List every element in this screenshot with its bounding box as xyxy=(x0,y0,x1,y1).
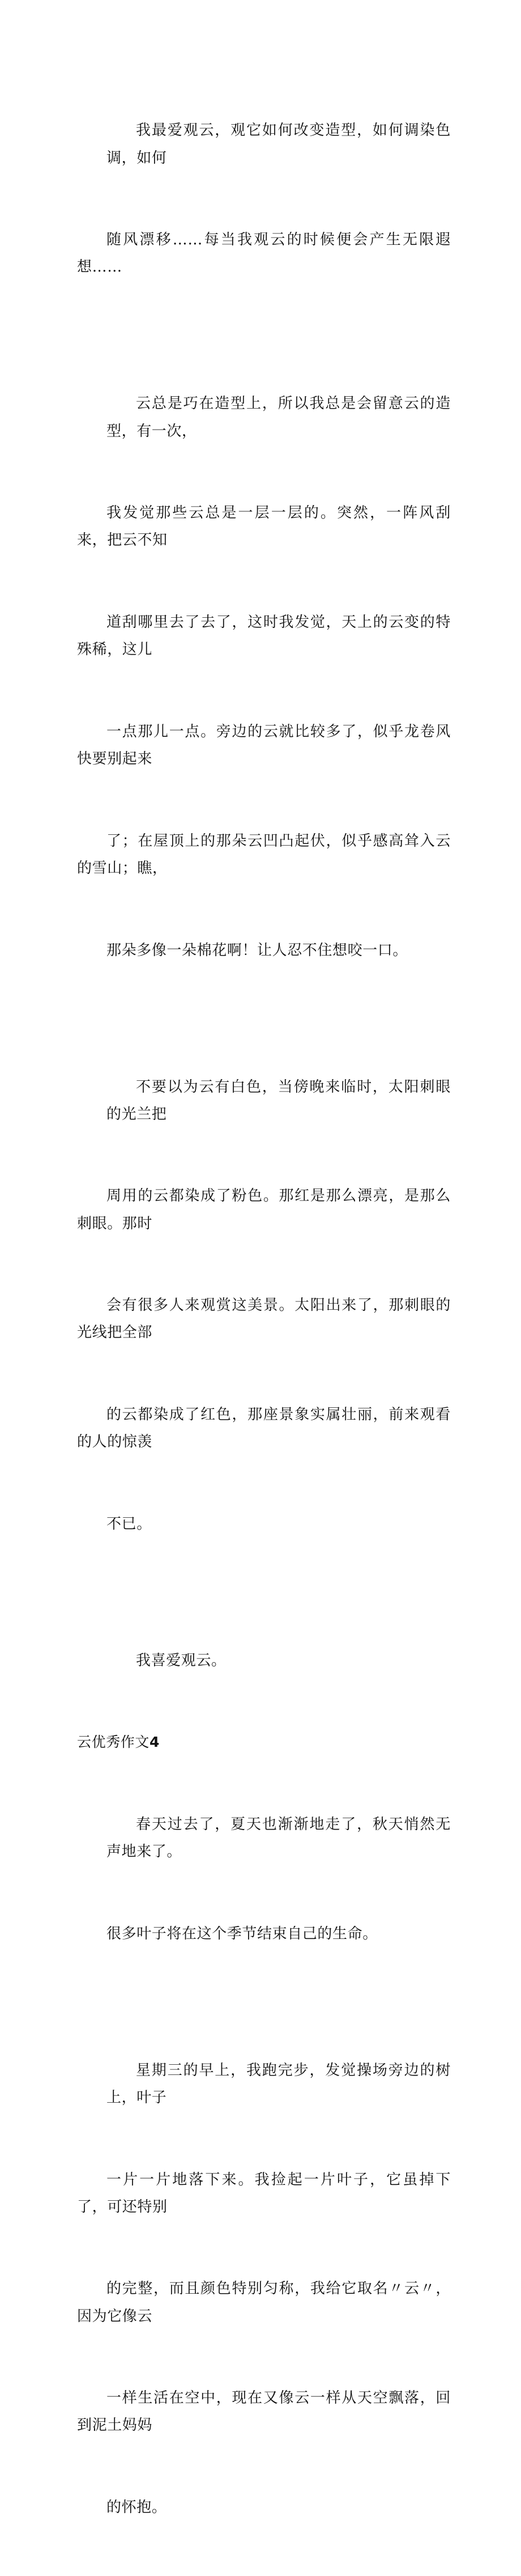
text-line: 周用的云都染成了粉色。那红是那么漂亮，是那么刺眼。那时 xyxy=(77,1187,451,1232)
paragraph-4 xyxy=(77,1592,451,1729)
text-line: 会有很多人来观赏这美景。太阳出来了，那刺眼的光线把全部 xyxy=(77,1297,451,1342)
paragraph-1 xyxy=(77,62,451,336)
text-line: 了；在屋顶上的那朵云凹凸起伏，似乎感高耸入云的雪山；瞧， xyxy=(77,832,451,877)
text-line: 云总是巧在造型上，所以我总是会留意云的造型，有一次， xyxy=(106,395,451,440)
heading-text: 云优秀作文 xyxy=(77,1734,150,1751)
text-line: 我发觉那些云总是一层一层的。突然，一阵风刮来，把云不知 xyxy=(77,504,451,549)
text-line: 随风漂移……每当我观云的时候便会产生无限遐想…… xyxy=(77,231,451,276)
paragraph-5 xyxy=(77,1756,451,2002)
text-line: 道刮哪里去了去了，这时我发觉，天上的云变的特殊稀，这儿 xyxy=(77,614,451,659)
text-line: 星期三的早上，我跑完步，发觉操场旁边的树上，叶子 xyxy=(106,2061,451,2107)
text-line: 一片一片地落下来。我捡起一片叶子，它虽掉下了，可还特别 xyxy=(77,2171,451,2216)
text-line: 不已。 xyxy=(106,1515,152,1533)
paragraph-6 xyxy=(77,2002,451,2575)
text-line: 的云都染成了红色，那座景象实属壮丽，前来观看的人的惊羡 xyxy=(77,1406,451,1451)
section-heading xyxy=(77,1729,451,1756)
paragraph-2 xyxy=(77,336,451,1018)
text-line: 不要以为云有白色，当傍晚来临时，太阳刺眼的光兰把 xyxy=(106,1078,451,1123)
text-line: 那朵多像一朵棉花啊！让人忍不住想咬一口。 xyxy=(106,941,408,959)
text-line: 的怀抱。 xyxy=(106,2499,167,2516)
text-line: 的完整，而且颜色特别匀称，我给它取名〃云〃，因为它像云 xyxy=(77,2280,451,2325)
text-line: 我最爱观云，观它如何改变造型，如何调染色调，如何 xyxy=(106,122,451,167)
heading-number: 4 xyxy=(150,1734,160,1751)
document-body xyxy=(77,62,451,2576)
text-line: 很多叶子将在这个季节结束自己的生命。 xyxy=(106,1925,378,1942)
paragraph-3 xyxy=(77,1018,451,1592)
text-line: 春天过去了，夏天也渐渐地走了，秋天悄然无声地来了。 xyxy=(106,1816,451,1861)
text-line: 一点那儿一点。旁边的云就比较多了，似乎龙卷风快要别起来 xyxy=(77,723,451,768)
text-line: 我喜爱观云。 xyxy=(136,1652,227,1669)
text-line: 一样生活在空中，现在又像云一样从天空飘落，回到泥土妈妈 xyxy=(77,2390,451,2434)
